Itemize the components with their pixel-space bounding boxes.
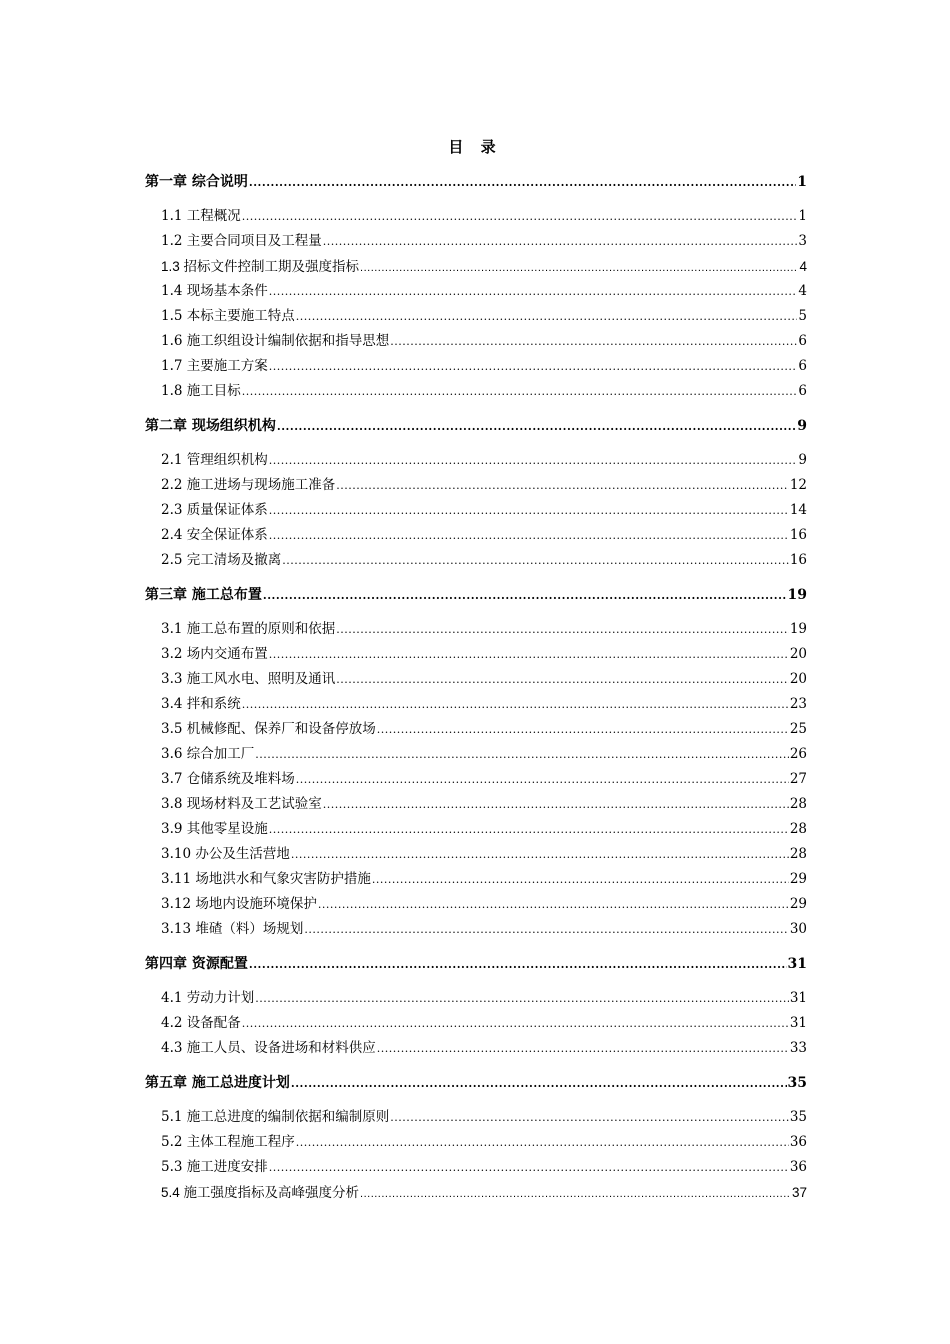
toc-entry-label: 3.8 现场材料及工艺试验室 [161, 796, 322, 812]
toc-page-number: 19 [787, 587, 807, 603]
toc-entry-label: 1.3 招标文件控制工期及强度指标 [161, 259, 360, 274]
toc-page-number: 3 [798, 233, 807, 249]
toc-chapter-entry[interactable] [145, 952, 807, 976]
toc-page-number: 31 [789, 1015, 807, 1031]
toc-page-number: 5 [798, 308, 807, 324]
toc-section-entry[interactable] [145, 204, 807, 229]
toc-page-number: 4 [799, 259, 807, 274]
table-of-contents [145, 170, 807, 1205]
toc-entry-label: 4.2 设备配备 [161, 1015, 241, 1031]
toc-section-entry[interactable] [145, 354, 807, 379]
toc-page-number: 33 [789, 1040, 807, 1056]
toc-leader-dots [390, 329, 797, 354]
toc-entry-label: 第一章 综合说明 [145, 174, 248, 190]
toc-title: 目 录 [448, 138, 502, 156]
toc-leader-dots [269, 498, 789, 523]
toc-page-number: 27 [789, 771, 807, 787]
toc-section-entry[interactable] [145, 667, 807, 692]
toc-section-entry[interactable] [145, 742, 807, 767]
toc-leader-dots [269, 354, 798, 379]
toc-section-entry[interactable] [145, 1130, 807, 1155]
toc-page-number: 29 [789, 896, 807, 912]
toc-page-number: 36 [789, 1134, 807, 1150]
toc-entry-label: 1.5 本标主要施工特点 [161, 308, 295, 324]
toc-page-number: 6 [798, 358, 807, 374]
toc-chapter-entry[interactable] [145, 583, 807, 607]
toc-page-number: 20 [789, 671, 807, 687]
toc-entry-label: 2.1 管理组织机构 [161, 452, 268, 468]
toc-page-number: 28 [789, 846, 807, 862]
toc-leader-dots [242, 379, 798, 404]
toc-leader-dots [255, 986, 789, 1011]
toc-section-entry[interactable] [145, 867, 807, 892]
toc-entry-label: 1.1 工程概况 [161, 208, 241, 224]
toc-leader-dots [291, 1071, 787, 1095]
toc-leader-dots [336, 667, 789, 692]
toc-page-number: 25 [789, 721, 807, 737]
toc-leader-dots [255, 742, 789, 767]
toc-page-number: 29 [789, 871, 807, 887]
toc-section-entry[interactable] [145, 548, 807, 573]
toc-leader-dots [336, 473, 789, 498]
toc-chapter-entry[interactable] [145, 170, 807, 194]
toc-entry-label: 5.3 施工进度安排 [161, 1159, 268, 1175]
toc-section-entry[interactable] [145, 717, 807, 742]
toc-section-entry[interactable] [145, 304, 807, 329]
toc-leader-dots [242, 204, 798, 229]
toc-leader-dots [323, 792, 789, 817]
toc-leader-dots [249, 170, 796, 194]
toc-leader-dots [296, 767, 789, 792]
toc-leader-dots [360, 254, 798, 279]
toc-entry-label: 3.10 办公及生活营地 [161, 846, 290, 862]
toc-page-number: 26 [789, 746, 807, 762]
toc-page-number: 6 [798, 383, 807, 399]
toc-entry-label: 3.5 机械修配、保养厂和设备停放场 [161, 721, 376, 737]
toc-entry-label: 5.4 施工强度指标及高峰强度分析 [161, 1185, 360, 1200]
toc-entry-label: 第四章 资源配置 [145, 956, 248, 972]
toc-page-number: 12 [789, 477, 807, 493]
toc-page-number: 9 [798, 452, 807, 468]
toc-chapter-entry[interactable] [145, 414, 807, 438]
toc-leader-dots [323, 229, 798, 254]
toc-page-number: 14 [789, 502, 807, 518]
toc-page-number: 28 [789, 821, 807, 837]
toc-section-entry[interactable] [145, 1011, 807, 1036]
toc-entry-label: 1.4 现场基本条件 [161, 283, 268, 299]
toc-section-entry[interactable] [145, 892, 807, 917]
toc-page-number: 4 [798, 283, 807, 299]
toc-page-number: 31 [787, 956, 807, 972]
toc-section-entry[interactable] [145, 842, 807, 867]
toc-section-entry[interactable] [145, 617, 807, 642]
toc-section-entry[interactable] [145, 473, 807, 498]
toc-page-number: 36 [789, 1159, 807, 1175]
toc-leader-dots [269, 817, 789, 842]
toc-page-number: 35 [787, 1075, 807, 1091]
toc-entry-label: 4.1 劳动力计划 [161, 990, 255, 1006]
toc-section-entry[interactable] [145, 229, 807, 254]
toc-entry-label: 1.2 主要合同项目及工程量 [161, 233, 322, 249]
toc-leader-dots [269, 523, 789, 548]
toc-section-entry[interactable] [145, 1105, 807, 1130]
toc-page-number: 30 [789, 921, 807, 937]
toc-entry-label: 第五章 施工总进度计划 [145, 1075, 290, 1091]
toc-leader-dots [269, 279, 798, 304]
toc-section-entry[interactable] [145, 1155, 807, 1180]
toc-entry-label: 3.13 堆碴（料）场规划 [161, 921, 304, 937]
toc-entry-label: 1.8 施工目标 [161, 383, 241, 399]
toc-section-entry[interactable] [145, 767, 807, 792]
toc-section-entry[interactable] [145, 329, 807, 354]
toc-entry-label: 3.6 综合加工厂 [161, 746, 255, 762]
toc-leader-dots [242, 692, 789, 717]
toc-leader-dots [336, 617, 789, 642]
toc-entry-label: 第三章 施工总布置 [145, 587, 262, 603]
toc-section-entry[interactable] [145, 379, 807, 404]
toc-leader-dots [282, 548, 789, 573]
toc-entry-label: 3.7 仓储系统及堆料场 [161, 771, 295, 787]
toc-entry-label: 3.1 施工总布置的原则和依据 [161, 621, 336, 637]
toc-entry-label: 1.7 主要施工方案 [161, 358, 268, 374]
toc-page-number: 1 [798, 208, 807, 224]
toc-leader-dots [242, 1011, 789, 1036]
toc-page-number: 19 [789, 621, 807, 637]
toc-entry-label: 5.1 施工总进度的编制依据和编制原则 [161, 1109, 390, 1125]
toc-section-entry[interactable] [145, 792, 807, 817]
toc-page-number: 9 [797, 418, 807, 434]
toc-leader-dots [277, 414, 796, 438]
toc-page-number: 1 [797, 174, 807, 190]
toc-entry-label: 4.3 施工人员、设备进场和材料供应 [161, 1040, 376, 1056]
toc-section-entry[interactable] [145, 817, 807, 842]
toc-section-entry[interactable] [145, 523, 807, 548]
toc-entry-label: 3.9 其他零星设施 [161, 821, 268, 837]
toc-page-number: 16 [789, 527, 807, 543]
toc-leader-dots [291, 842, 789, 867]
toc-page-number: 23 [789, 696, 807, 712]
toc-chapter-entry[interactable] [145, 1071, 807, 1095]
toc-entry-label: 第二章 现场组织机构 [145, 418, 276, 434]
toc-leader-dots [377, 1036, 789, 1061]
toc-section-entry[interactable] [145, 254, 807, 279]
toc-section-entry[interactable] [145, 448, 807, 473]
toc-entry-label: 3.12 场地内设施环境保护 [161, 896, 317, 912]
toc-leader-dots [269, 642, 789, 667]
toc-leader-dots [269, 1155, 789, 1180]
toc-leader-dots [377, 717, 789, 742]
toc-entry-label: 2.2 施工进场与现场施工准备 [161, 477, 336, 493]
toc-entry-label: 5.2 主体工程施工程序 [161, 1134, 295, 1150]
toc-section-entry[interactable] [145, 917, 807, 942]
toc-section-entry[interactable] [145, 642, 807, 667]
toc-page-number: 28 [789, 796, 807, 812]
toc-leader-dots [249, 952, 787, 976]
toc-entry-label: 3.4 拌和系统 [161, 696, 241, 712]
toc-leader-dots [296, 304, 798, 329]
toc-entry-label: 3.2 场内交通布置 [161, 646, 268, 662]
toc-leader-dots [318, 892, 789, 917]
toc-section-entry[interactable] [145, 498, 807, 523]
toc-leader-dots [296, 1130, 789, 1155]
toc-page-number: 35 [789, 1109, 807, 1125]
toc-leader-dots [269, 448, 798, 473]
toc-entry-label: 1.6 施工织组设计编制依据和指导思想 [161, 333, 390, 349]
toc-leader-dots [304, 917, 788, 942]
toc-section-entry[interactable] [145, 279, 807, 304]
toc-page-number: 20 [789, 646, 807, 662]
toc-entry-label: 2.3 质量保证体系 [161, 502, 268, 518]
toc-section-entry[interactable] [145, 986, 807, 1011]
toc-section-entry[interactable] [145, 1036, 807, 1061]
toc-page-number: 6 [798, 333, 807, 349]
toc-leader-dots [263, 583, 787, 607]
toc-entry-label: 2.4 安全保证体系 [161, 527, 268, 543]
toc-page-number: 16 [789, 552, 807, 568]
toc-page-number: 37 [791, 1185, 807, 1200]
toc-entry-label: 3.3 施工风水电、照明及通讯 [161, 671, 336, 687]
toc-page-number: 31 [789, 990, 807, 1006]
toc-section-entry[interactable] [145, 1180, 807, 1205]
toc-leader-dots [372, 867, 789, 892]
toc-leader-dots [390, 1105, 789, 1130]
toc-section-entry[interactable] [145, 692, 807, 717]
toc-entry-label: 2.5 完工清场及撤离 [161, 552, 282, 568]
toc-leader-dots [360, 1180, 791, 1205]
toc-entry-label: 3.11 场地洪水和气象灾害防护措施 [161, 871, 371, 887]
